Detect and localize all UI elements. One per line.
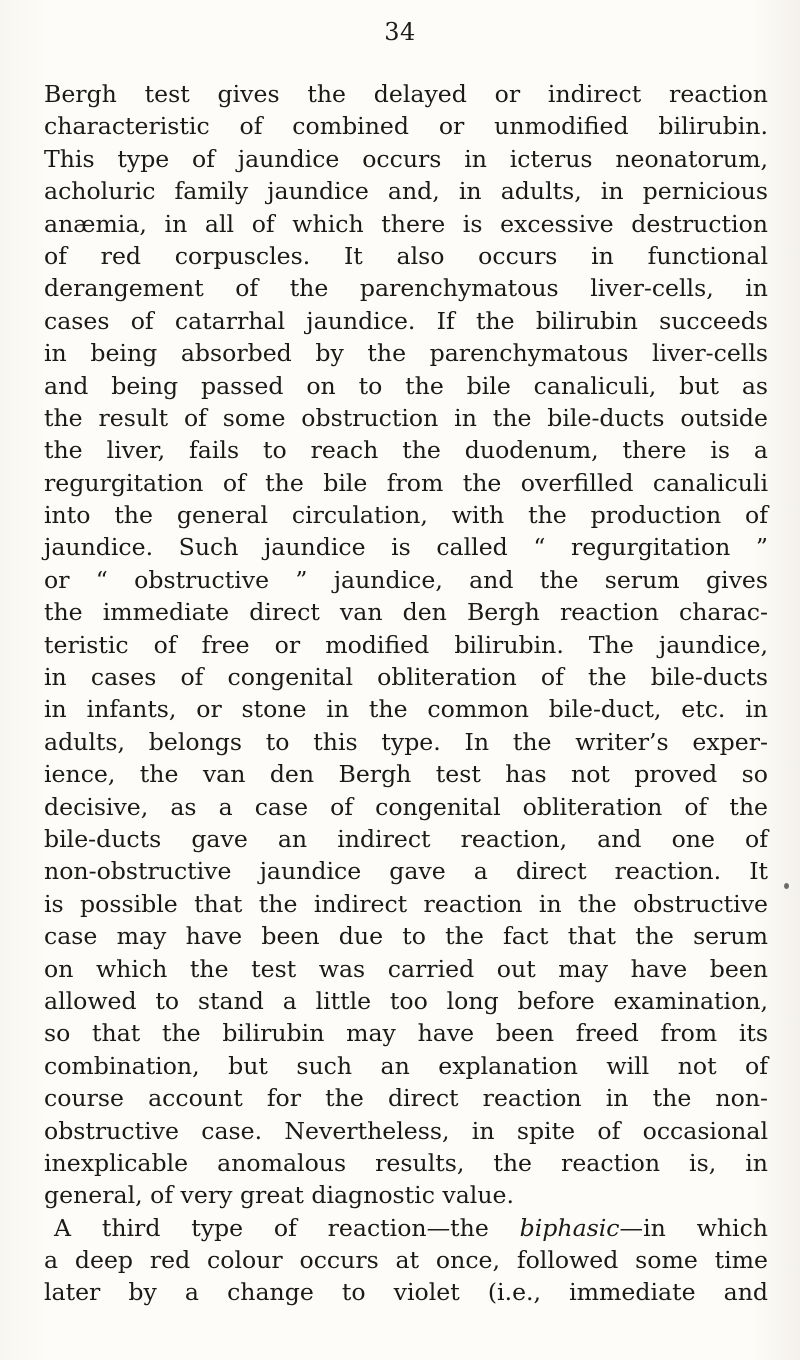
text-line: combination, but such an explanation will not of bbox=[44, 1051, 768, 1080]
text-line: the liver, fails to reach the duodenum, there is a bbox=[44, 436, 768, 465]
text-line: course account for the direct reaction in the non- bbox=[44, 1084, 768, 1113]
page-number: 34 bbox=[384, 18, 416, 46]
text-line: the result of some obstruction in the bile-ducts outside bbox=[44, 403, 768, 432]
text-run: A third type of reaction—the bbox=[54, 1213, 520, 1242]
text-line: or “ obstructive ” jaundice, and the serum gives bbox=[44, 565, 768, 594]
text-line: Bergh test gives the delayed or indirect reaction bbox=[44, 80, 768, 108]
text-line: decisive, as a case of congenital obliteration of the bbox=[44, 792, 768, 821]
text-line: later by a change to violet (i.e., immediate and bbox=[44, 1278, 768, 1307]
text-line: and being passed on to the bile canaliculi, but as bbox=[44, 371, 768, 400]
text-line: cases of catarrhal jaundice. If the bilirubin succeeds bbox=[44, 306, 768, 335]
ink-speck bbox=[784, 883, 789, 889]
text-line: regurgitation of the bile from the overfilled canaliculi bbox=[44, 468, 768, 497]
emphasis-biphasic: biphasic bbox=[519, 1213, 620, 1242]
paragraph-1 bbox=[44, 78, 768, 1212]
text-line: general, of very great diagnostic value. bbox=[44, 1181, 515, 1210]
text-line: a deep red colour occurs at once, followed some time bbox=[44, 1246, 768, 1275]
text-line: bile-ducts gave an indirect reaction, and one of bbox=[44, 824, 768, 853]
text-line: jaundice. Such jaundice is called “ regurgitation ” bbox=[44, 533, 768, 562]
text-line: case may have been due to the fact that the serum bbox=[44, 922, 768, 951]
text-line: in being absorbed by the parenchymatous liver-cells bbox=[44, 339, 768, 368]
text-line: This type of jaundice occurs in icterus neonatorum, bbox=[44, 144, 768, 173]
text-line: ience, the van den Bergh test has not proved so bbox=[44, 760, 768, 789]
text-line: characteristic of combined or unmodified bilirubin. bbox=[44, 112, 768, 141]
text-line: is possible that the indirect reaction in the obstructive bbox=[44, 889, 768, 918]
paragraph-2 bbox=[44, 1212, 768, 1309]
text-line: in cases of congenital obliteration of the bile-ducts bbox=[44, 663, 768, 692]
text-line: into the general circulation, with the production of bbox=[44, 501, 768, 530]
text-line: so that the bilirubin may have been freed from its bbox=[44, 1019, 768, 1048]
text-line: allowed to stand a little too long before examination, bbox=[44, 986, 768, 1015]
text-line: acholuric family jaundice and, in adults, in pernicious bbox=[44, 177, 768, 206]
text-run: —in which bbox=[619, 1213, 768, 1242]
text-line: adults, belongs to this type. In the writer’s exper- bbox=[44, 727, 768, 756]
text-line: non-obstructive jaundice gave a direct reaction. It bbox=[44, 857, 768, 886]
text-line: inexplicable anomalous results, the reaction is, in bbox=[44, 1148, 768, 1177]
text-line: obstructive case. Nevertheless, in spite of occasional bbox=[44, 1116, 768, 1145]
text-line: in infants, or stone in the common bile-duct, etc. in bbox=[44, 695, 768, 724]
text-line: on which the test was carried out may have been bbox=[44, 954, 768, 983]
text-line: derangement of the parenchymatous liver-cells, in bbox=[44, 274, 768, 303]
text-line: anæmia, in all of which there is excessive destruction bbox=[44, 209, 768, 238]
text-line: of red corpuscles. It also occurs in functional bbox=[44, 241, 768, 270]
text-line: the immediate direct van den Bergh reaction charac- bbox=[44, 598, 768, 627]
text-line bbox=[44, 1212, 768, 1244]
body-text bbox=[44, 78, 768, 1309]
text-line: teristic of free or modified bilirubin. The jaundice, bbox=[44, 630, 768, 659]
